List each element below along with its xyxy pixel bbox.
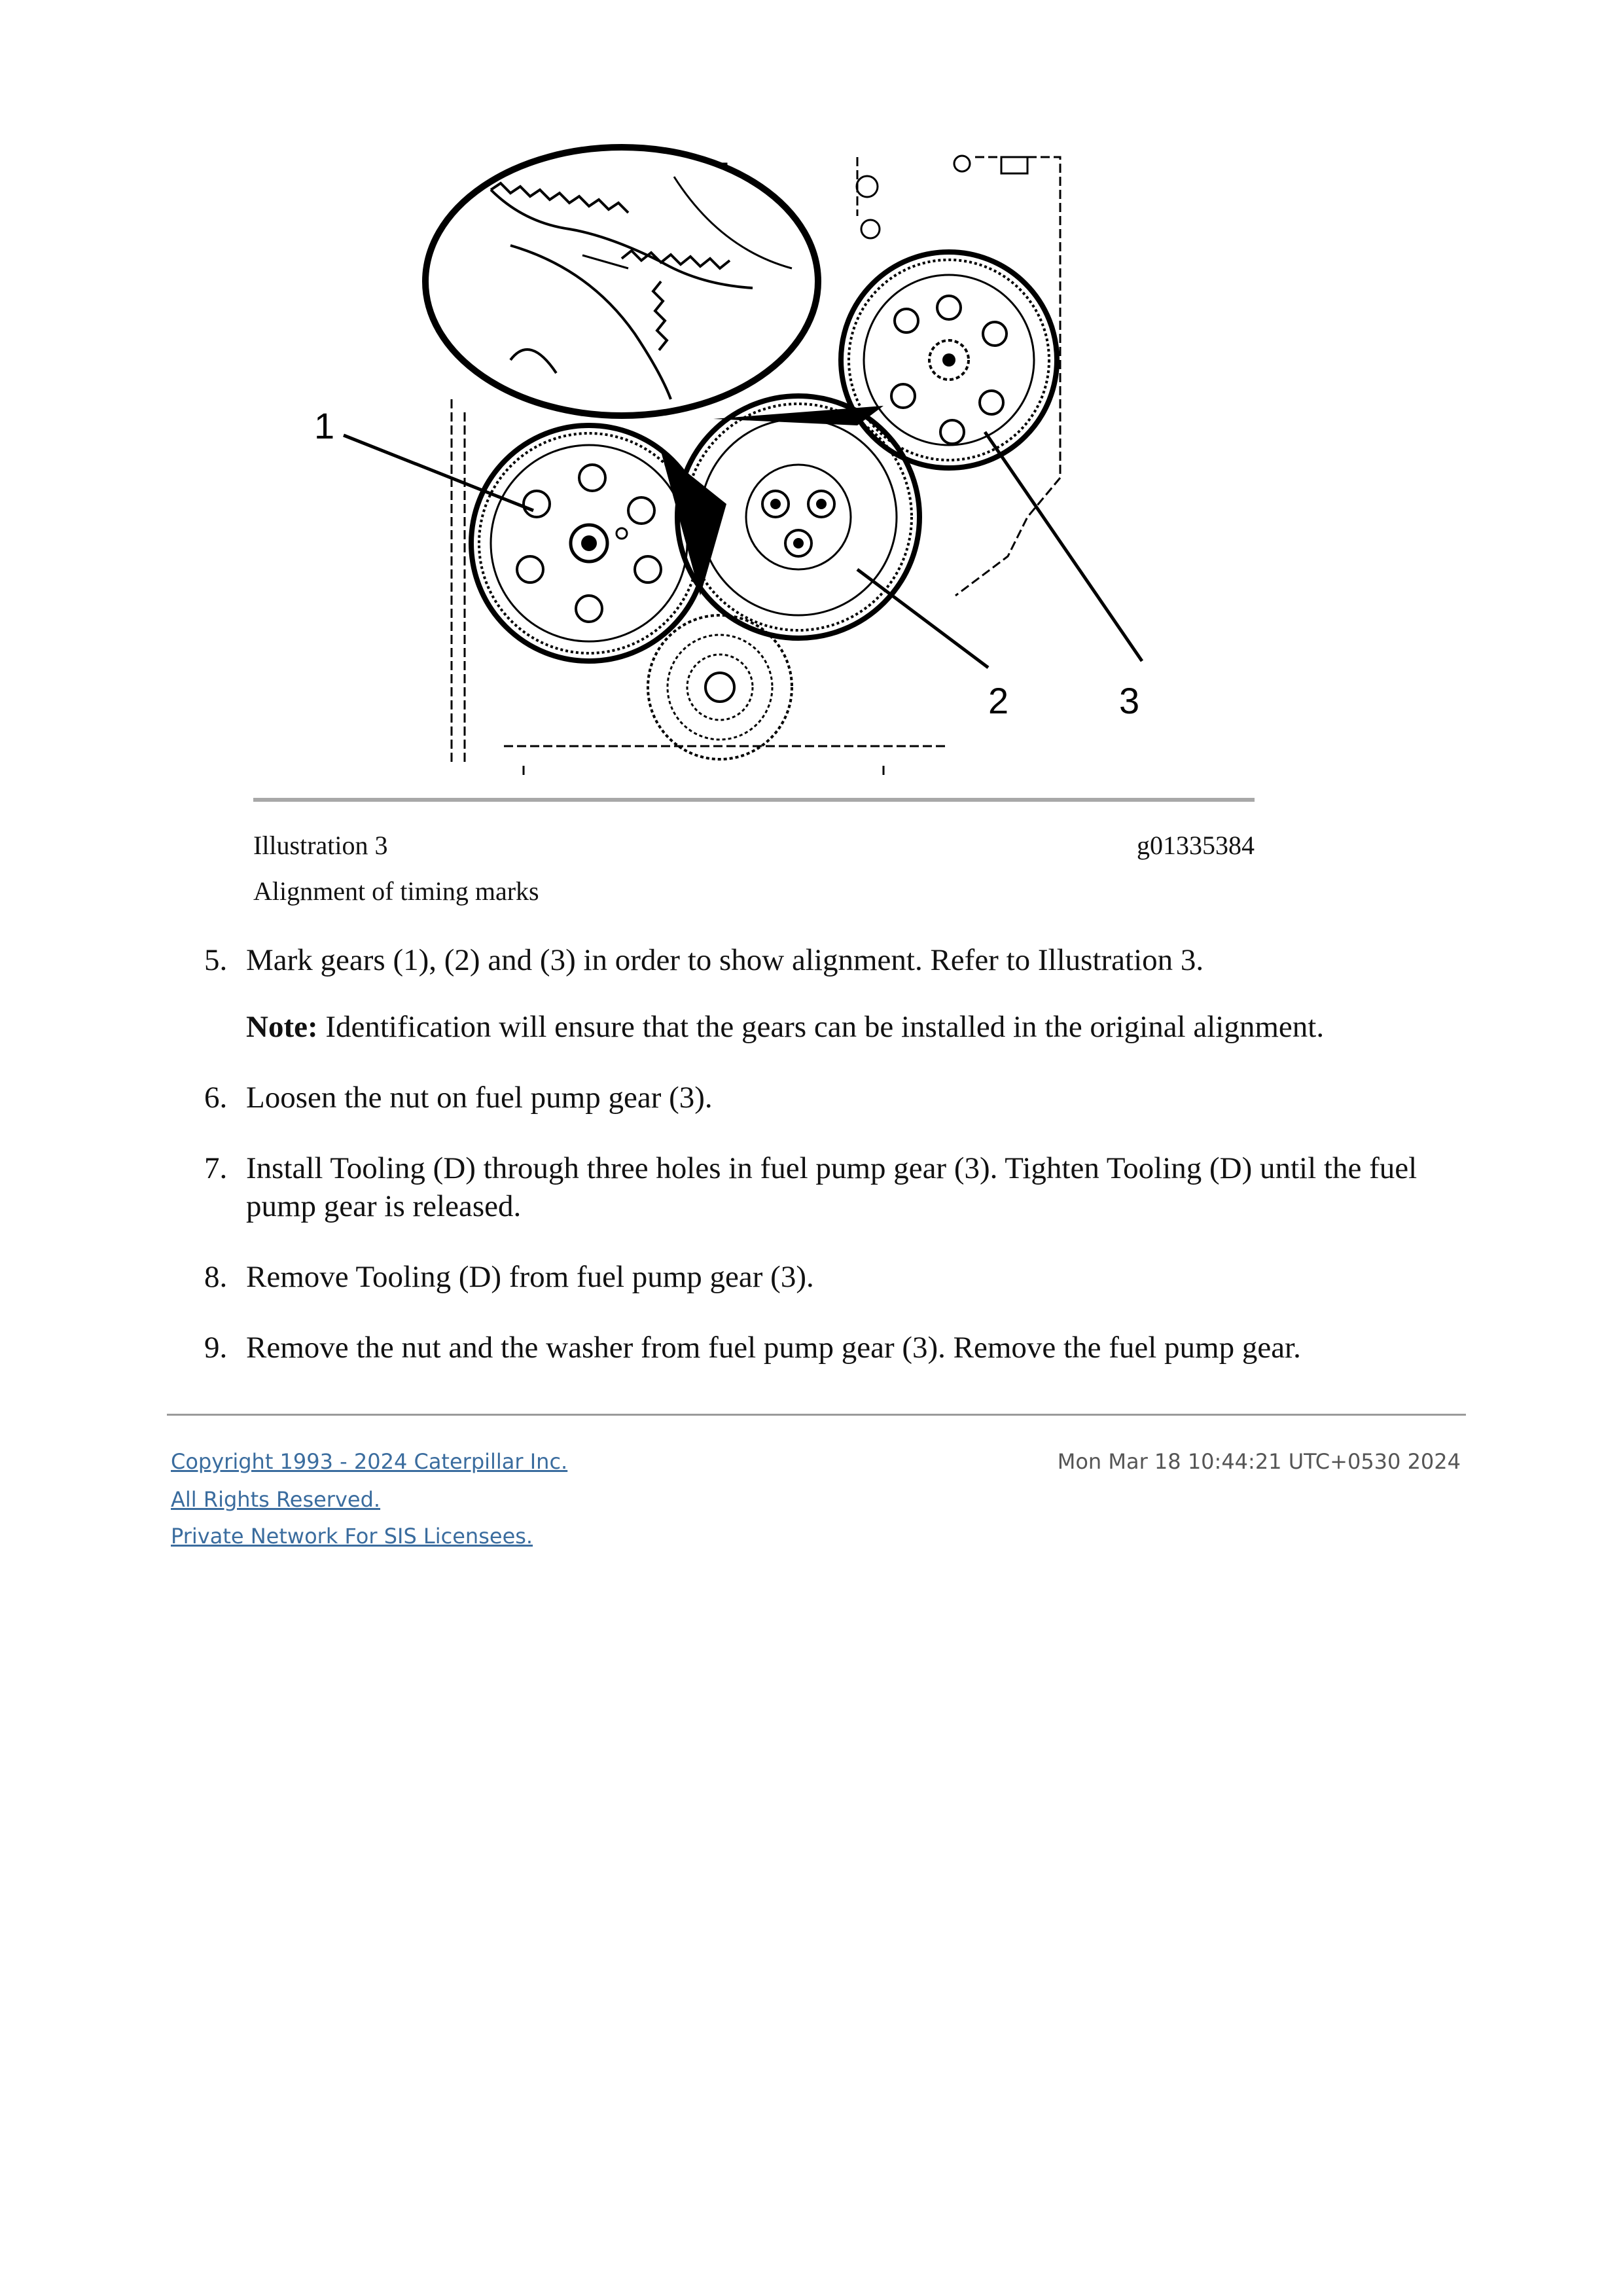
step-number: 6. bbox=[204, 1081, 228, 1115]
rights-link[interactable]: All Rights Reserved. bbox=[171, 1487, 381, 1512]
footer-rights bbox=[171, 1487, 380, 1512]
timing-gear-illustration bbox=[294, 137, 1145, 776]
step-text: Remove the nut and the washer from fuel pump gear (3). Remove the fuel pump gear. bbox=[246, 1331, 1301, 1365]
callout-leaders bbox=[344, 432, 1142, 668]
callout-1: 1 bbox=[314, 405, 335, 446]
illustration-label: Illustration 3 bbox=[253, 831, 388, 860]
note bbox=[196, 1008, 1479, 1046]
procedure-steps bbox=[196, 941, 1479, 1399]
illustration-id: g01335384 bbox=[1137, 831, 1255, 860]
step-text: Loosen the nut on fuel pump gear (3). bbox=[246, 1081, 713, 1115]
step-item bbox=[196, 941, 1479, 979]
callout-3: 3 bbox=[1119, 680, 1140, 721]
step-number: 5. bbox=[204, 943, 228, 977]
step-text: Mark gears (1), (2) and (3) in order to show alignment. Refer to Illustration 3. bbox=[246, 943, 1204, 977]
step-number: 8. bbox=[204, 1260, 228, 1294]
footer-copyright bbox=[171, 1449, 567, 1474]
copyright-link[interactable]: Copyright 1993 - 2024 Caterpillar Inc. bbox=[171, 1449, 568, 1474]
gear-3 bbox=[841, 252, 1057, 468]
network-link[interactable]: Private Network For SIS Licensees. bbox=[171, 1524, 533, 1549]
detail-magnifier bbox=[425, 147, 883, 596]
step-item bbox=[196, 1329, 1479, 1367]
caption-divider bbox=[253, 798, 1255, 802]
step-text: Remove Tooling (D) from fuel pump gear (3). bbox=[246, 1260, 814, 1294]
note-label: Note: bbox=[246, 1010, 318, 1044]
step-number: 9. bbox=[204, 1331, 228, 1365]
step-text: Install Tooling (D) through three holes in fuel pump gear (3). Tighten Tooling (D) until the fuel pump gear is released. bbox=[246, 1151, 1418, 1223]
footer-timestamp: Mon Mar 18 10:44:21 UTC+0530 2024 bbox=[1057, 1449, 1461, 1474]
footer-divider bbox=[167, 1414, 1466, 1416]
step-item bbox=[196, 1258, 1479, 1296]
step-number: 7. bbox=[204, 1151, 228, 1185]
callout-2: 2 bbox=[988, 680, 1009, 721]
footer-network bbox=[171, 1524, 533, 1549]
crank-gear bbox=[648, 615, 792, 759]
illustration-title: Alignment of timing marks bbox=[253, 876, 539, 906]
note-text: Identification will ensure that the gears can be installed in the original alignment. bbox=[317, 1010, 1325, 1044]
gear-diagram bbox=[294, 137, 1145, 776]
step-item bbox=[196, 1149, 1479, 1225]
step-item bbox=[196, 1079, 1479, 1117]
